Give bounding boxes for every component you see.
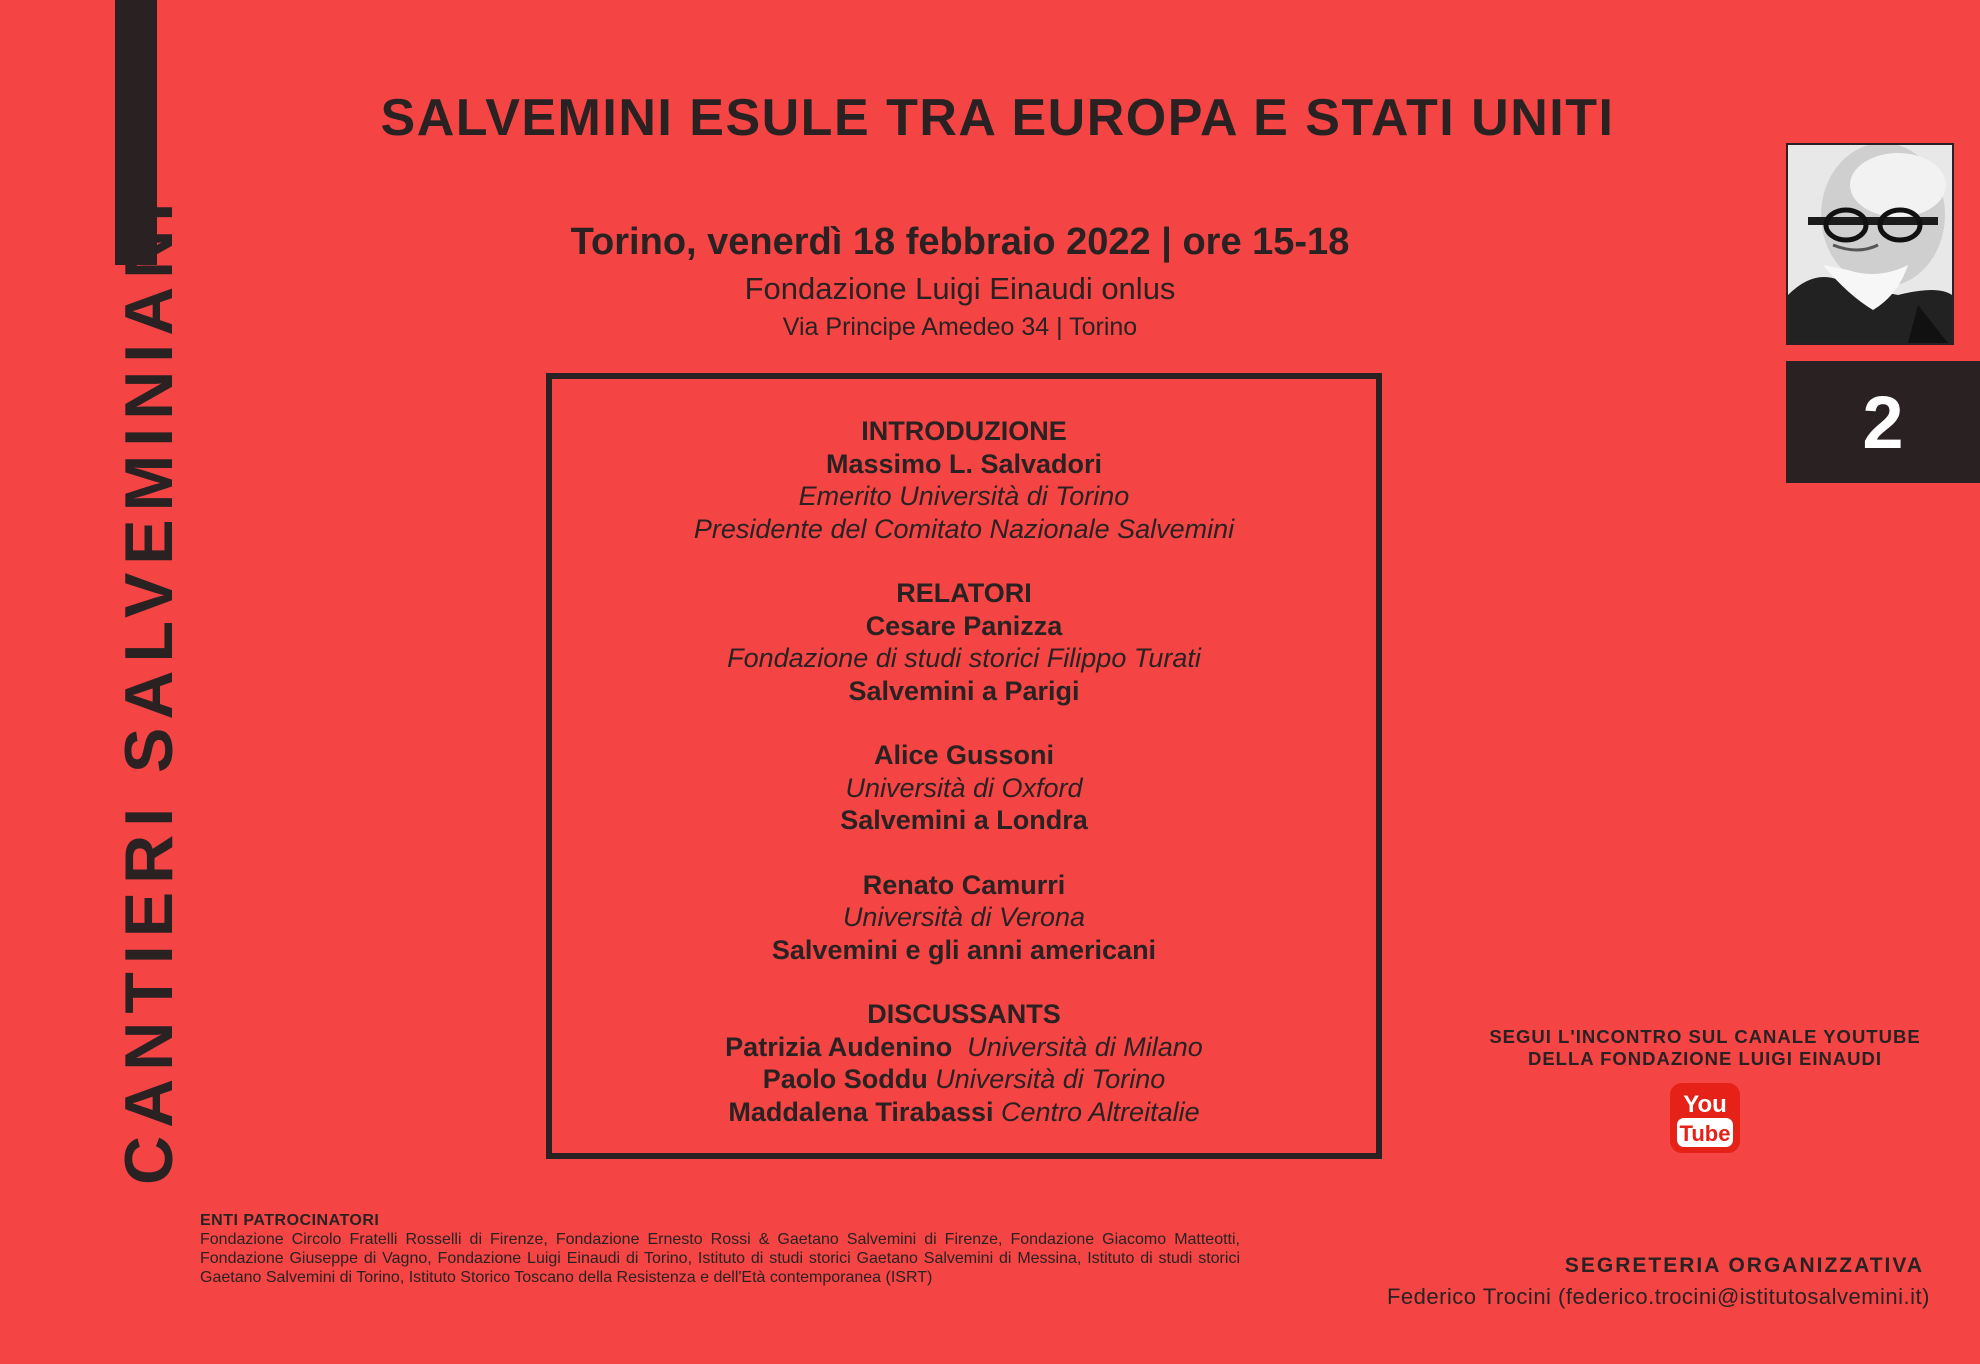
speaker-name: Massimo L. Salvadori — [825, 448, 1103, 479]
speaker-name: Renato Camurri — [862, 869, 1066, 900]
speaker-name: Cesare Panizza — [865, 610, 1063, 641]
secretariat-contact: Federico Trocini (federico.trocini@istitutosalvemini.it) — [1386, 1284, 1930, 1309]
section-heading: INTRODUZIONE — [861, 416, 1067, 446]
event-date-time: Torino, venerdì 18 febbraio 2022 | ore 15-18 — [570, 221, 1350, 263]
speaker-name: Alice Gussoni — [873, 740, 1055, 770]
portrait-photo — [1786, 143, 1954, 345]
discussant-name: Maddalena Tirabassi — [728, 1096, 994, 1127]
youtube-notice-line: SEGUI L'INCONTRO SUL CANALE YOUTUBE — [1489, 1026, 1921, 1047]
talk-title: Salvemini a Londra — [840, 805, 1088, 835]
speaker-section — [552, 869, 1376, 967]
section-heading: RELATORI — [896, 578, 1032, 608]
discussant-affiliation: Università di Milano — [967, 1031, 1203, 1062]
event-venue: Fondazione Luigi Einaudi onlus — [744, 271, 1176, 306]
sponsors-title: ENTI PATROCINATORI — [200, 1212, 380, 1229]
speaker-affiliation: Università di Verona — [842, 902, 1086, 932]
discussant-name: Paolo Soddu — [762, 1064, 928, 1094]
secretariat-title: SEGRETERIA ORGANIZZATIVA — [1564, 1254, 1924, 1277]
discussant-name: Patrizia Audenino — [725, 1031, 953, 1062]
youtube-notice-line: DELLA FONDAZIONE LUIGI EINAUDI — [1527, 1048, 1883, 1069]
speaker-affiliation: Fondazione di studi storici Filippo Turati — [727, 643, 1201, 673]
speaker-affiliation: Presidente del Comitato Nazionale Salvemini — [693, 513, 1235, 544]
speaker-affiliation: Emerito Università di Torino — [798, 481, 1130, 511]
intro-section — [552, 415, 1376, 545]
speaker-section — [552, 739, 1376, 837]
discussant-row — [552, 1031, 1376, 1064]
youtube-icon-text: Tube — [1679, 1121, 1731, 1146]
series-title: CANTIERI SALVEMINIANI — [111, 194, 187, 1185]
youtube-notice — [1460, 1026, 1950, 1070]
section-heading: DISCUSSANTS — [867, 999, 1061, 1029]
youtube-icon-text: You — [1683, 1091, 1727, 1118]
youtube-icon[interactable] — [1670, 1083, 1740, 1153]
discussant-row — [552, 1096, 1376, 1129]
speaker-section — [552, 577, 1376, 707]
speaker-affiliation: Università di Oxford — [845, 772, 1083, 803]
sponsors-block — [200, 1211, 1240, 1287]
program-box — [546, 373, 1382, 1159]
discussant-affiliation: Centro Altreitalie — [1001, 1096, 1200, 1127]
event-title: SALVEMINI ESULE TRA EUROPA E STATI UNITI — [380, 89, 1615, 147]
talk-title: Salvemini a Parigi — [848, 675, 1080, 706]
talk-title: Salvemini e gli anni americani — [771, 934, 1157, 965]
discussant-affiliation: Università di Torino — [935, 1064, 1166, 1094]
sponsors-list: Fondazione Circolo Fratelli Rosselli di Firenze, Fondazione Ernesto Rossi & Gaetano Salvemini di Firenze, Fondazione Giacomo Matteotti, Fondazione Giuseppe di Vagno, Fondazione Luigi Einaudi di Torino, Istituto di studi storici Gaetano Salvemini di Messina, Istituto di studi storici Gaetano Salvemini di Torino, Istituto Storico Toscano della Resistenza e dell'Età contemporanea (ISRT) — [200, 1231, 1240, 1286]
event-number-badge: 2 — [1786, 361, 1980, 483]
event-address: Via Principe Amedeo 34 | Torino — [782, 313, 1138, 341]
discussants-section — [552, 998, 1376, 1128]
discussant-row — [552, 1063, 1376, 1096]
